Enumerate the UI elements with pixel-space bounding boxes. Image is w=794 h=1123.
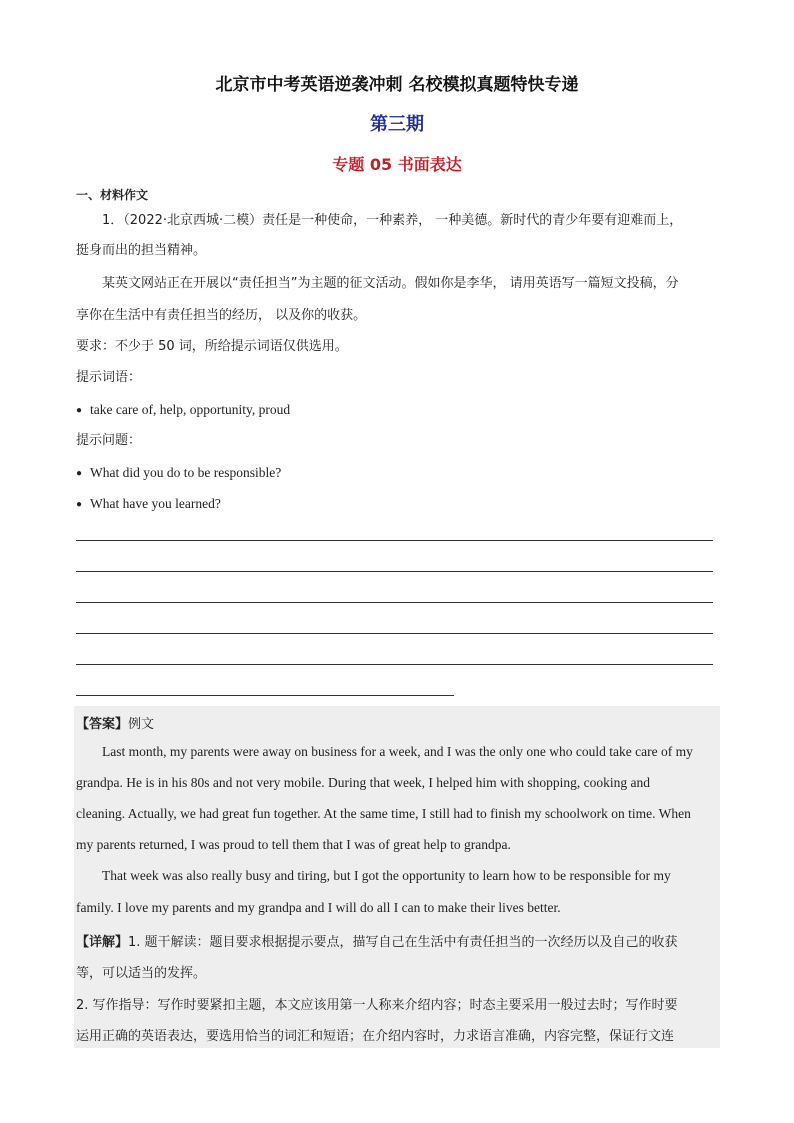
detail-line-2: 等，可以适当的发挥。 — [76, 966, 207, 981]
section-heading: 一、材料作文 — [76, 188, 149, 202]
topic-title: 专题 05 书面表达 — [332, 155, 462, 174]
answer-p2-line-1: That week was also really busy and tiring, but I got the opportunity to learn how to be responsible for my — [102, 868, 671, 883]
answer-label-line — [76, 713, 718, 732]
detail-1-text: 1. 题干解读：题目要求根据提示要点，描写自己在生活中有责任担当的一次经历以及自己的收获 — [128, 935, 678, 950]
question-line-3: 某英文网站正在开展以“责任担当”为主题的征文活动。假如你是李华， 请用英语写一篇短文投稿，分 — [102, 276, 679, 291]
detail-line-1 — [76, 931, 718, 950]
answer-p1-line-1: Last month, my parents were away on business for a week, and I was the only one who could take care of my — [102, 744, 693, 759]
writing-line — [76, 571, 713, 572]
hint-question-1: ● What did you do to be responsible? — [76, 465, 716, 481]
detail-line-3: 2. 写作指导：写作时要紧扣主题，本文应该用第一人称来介绍内容；时态主要采用一般过去时；写作时要 — [76, 998, 678, 1013]
hint-words-label: 提示词语： — [76, 370, 142, 385]
answer-p1-line-2: grandpa. He is in his 80s and not very mobile. During that week, I helped him with shopping, cooking and — [76, 775, 651, 790]
writing-line-short — [76, 695, 454, 696]
main-title: 北京市中考英语逆袭冲刺 名校模拟真题特快专递 — [215, 75, 579, 95]
question-line-1: 1．（2022·北京西城·二模）责任是一种使命，一种素养， 一种美德。新时代的青少年要有迎难而上， — [102, 213, 683, 228]
hint-questions-label: 提示问题： — [76, 433, 142, 448]
answer-p1-line-3: cleaning. Actually, we had great fun together. At the same time, I still had to finish my schoolwork on time. When — [76, 806, 691, 821]
hint-question-2: ● What have you learned? — [76, 496, 716, 512]
answer-label: 【答案】 — [76, 717, 129, 732]
answer-p2-line-2: family. I love my parents and my grandpa and I will do all I can to make their lives better. — [76, 900, 561, 915]
answer-label-suffix: 例文 — [128, 717, 155, 732]
question-line-4: 享你在生活中有责任担当的经历， 以及你的收获。 — [76, 308, 367, 323]
question-line-2: 挺身而出的担当精神。 — [76, 243, 207, 258]
requirement: 要求：不少于 50 词，所给提示词语仅供选用。 — [76, 339, 348, 354]
detail-line-4: 运用正确的英语表达，要选用恰当的词汇和短语；在介绍内容时，力求语言准确，内容完整，保证行文连 — [76, 1029, 675, 1044]
writing-line — [76, 602, 713, 603]
writing-line — [76, 540, 713, 541]
issue-title: 第三期 — [370, 114, 424, 135]
answer-p1-line-4: my parents returned, I was proud to tell them that I was of great help to grandpa. — [76, 837, 511, 852]
writing-line — [76, 633, 713, 634]
detail-label: 【详解】 — [76, 935, 129, 950]
writing-line — [76, 664, 713, 665]
hint-words: ● take care of, help, opportunity, proud — [76, 402, 716, 418]
